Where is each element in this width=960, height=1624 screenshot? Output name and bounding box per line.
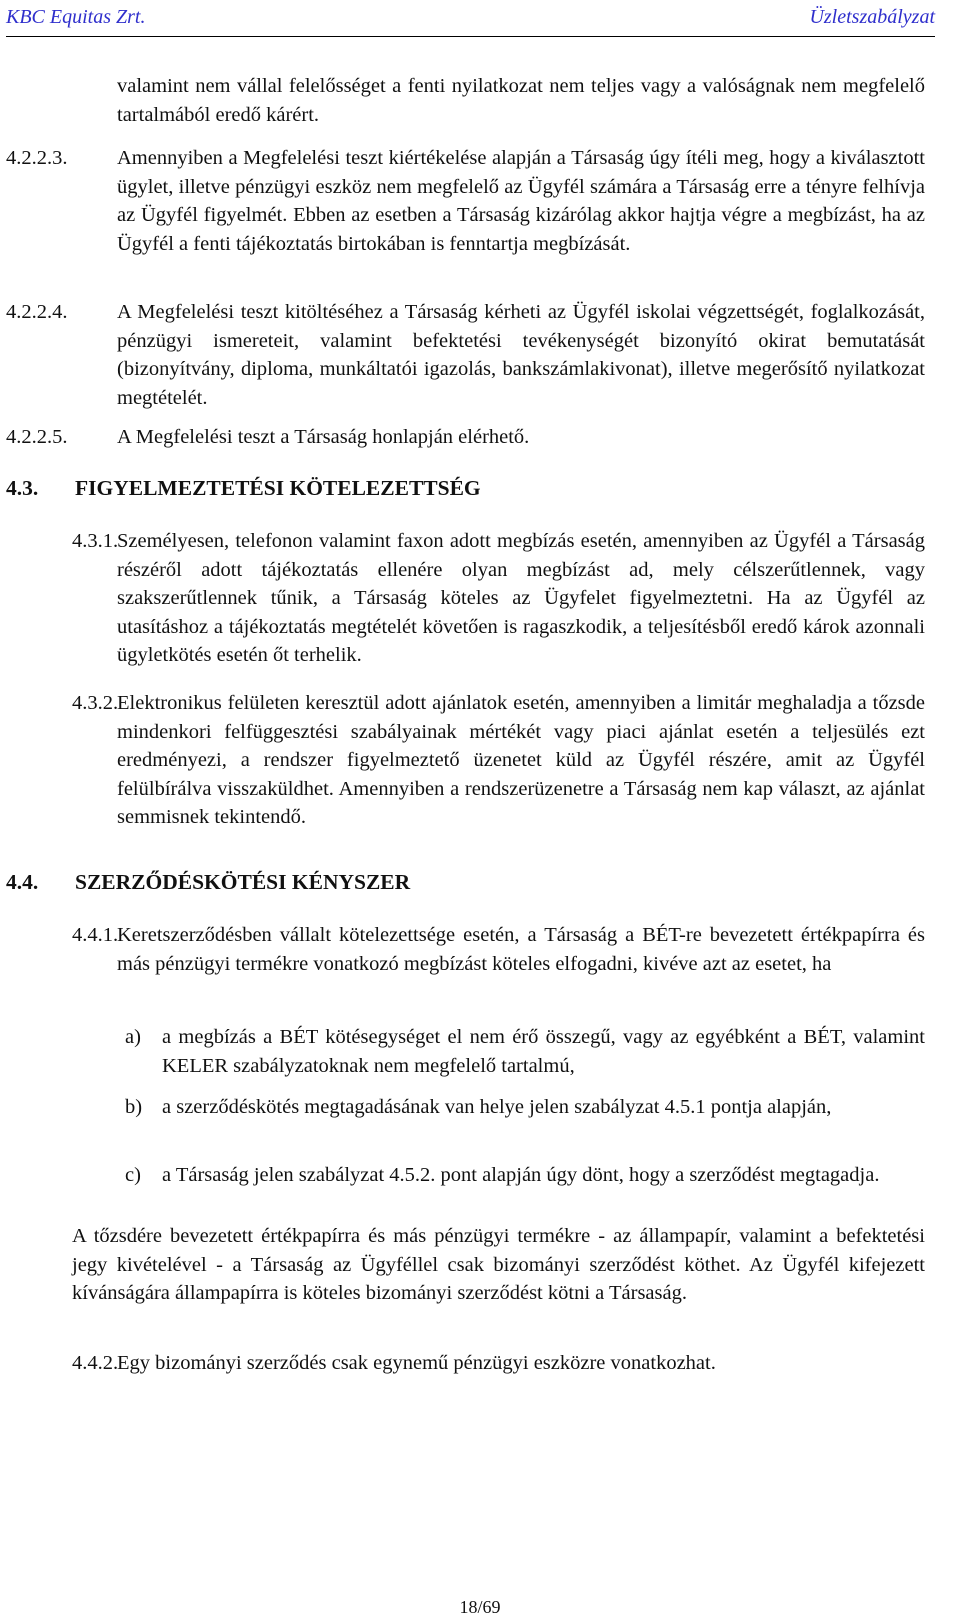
header-document-title: Üzletszabályzat	[809, 6, 935, 28]
paragraph-4225: A Megfelelési teszt a Társaság honlapján elérhető.	[117, 426, 530, 448]
paragraph-4224: A Megfelelési teszt kitöltéséhez a Társaság kérheti az Ügyfél iskolai végzettségét, foglalkozását, pénzügyi ismereteit, valamint befektetési tevékenységét bizonyító okirat bemutatását (bizonyítvány, diploma, munkáltatói igazolás, bankszámlakivonat), illetve megerősítő nyilatkozat megtételét.	[117, 301, 925, 409]
page-number: 18/69	[459, 1597, 501, 1617]
section-number-4223: 4.2.2.3.	[6, 147, 68, 169]
heading-title-43: FIGYELMEZTETÉSI KÖTELEZETTSÉG	[75, 476, 481, 500]
page-footer	[0, 1597, 960, 1618]
header-rule	[6, 36, 935, 37]
section-number-4225: 4.2.2.5.	[6, 426, 68, 448]
list-item-label-a: a)	[125, 1026, 141, 1048]
paragraph-4223: Amennyiben a Megfelelési teszt kiértékelése alapján a Társaság úgy ítéli meg, hogy a kiválasztott ügylet, illetve pénzügyi eszköz nem megfelelő az Ügyfél számára a Társaság erre a tényre felhívja az Ügyfél figyelmét. Ebben az esetben a Társaság kizárólag akkor hajtja végre a megbízást, ha az Ügyfél a fenti tájékoztatás birtokában is fenntartja megbízását.	[117, 147, 925, 255]
paragraph-continuation: valamint nem vállal felelősséget a fenti nyilatkozat nem teljes vagy a valóságnak nem megfelelő tartalmából eredő kárért.	[117, 75, 925, 126]
header-company: KBC Equitas Zrt.	[6, 6, 146, 28]
heading-number-43: 4.3.	[6, 476, 39, 500]
list-item-text-a: a megbízás a BÉT kötésegységet el nem érő összegű, vagy az egyébként a BÉT, valamint KELER szabályzatoknak nem megfelelő tartalmú,	[162, 1026, 925, 1077]
paragraph-442: Egy bizományi szerződés csak egynemű pénzügyi eszközre vonatkozhat.	[117, 1352, 716, 1374]
section-number-431: 4.3.1.	[72, 530, 119, 552]
section-number-432: 4.3.2.	[72, 692, 119, 714]
paragraph-441: Keretszerződésben vállalt kötelezettsége esetén, a Társaság a BÉT-re bevezetett értékpapírra és más pénzügyi termékre vonatkozó megbízást köteles elfogadni, kivéve azt az esetet, ha	[117, 924, 925, 975]
heading-number-44: 4.4.	[6, 870, 39, 894]
section-number-441: 4.4.1.	[72, 924, 119, 946]
list-item-label-c: c)	[125, 1164, 141, 1186]
paragraph-432: Elektronikus felületen keresztül adott ajánlatok esetén, amennyiben a limitár meghaladja a tőzsde mindenkori felfüggesztési szabályainak mértékét vagy piaci ajánlat esetén a teljesülés ezt eredményezi, a rendszer figyelmeztető üzenetet küld az Ügyfél részére, amit az Ügyfél felülbírálva visszaküldhet. Amennyiben a rendszerüzenetre a Társaság nem kap választ, az ajánlat semmisnek tekintendő.	[117, 692, 925, 828]
list-item-text-b: a szerződéskötés megtagadásának van helye jelen szabályzat 4.5.1 pontja alapján,	[162, 1096, 832, 1118]
list-item-text-c: a Társaság jelen szabályzat 4.5.2. pont alapján úgy dönt, hogy a szerződést megtagadja.	[162, 1164, 880, 1186]
heading-title-44: SZERZŐDÉSKÖTÉSI KÉNYSZER	[75, 870, 411, 894]
section-number-4224: 4.2.2.4.	[6, 301, 68, 323]
paragraph-431: Személyesen, telefonon valamint faxon adott megbízás esetén, amennyiben az Ügyfél a Társaság részéről adott tájékoztatás ellenére olyan megbízást ad, mely célszerűtlennek, vagy szakszerűtlennek tűnik, a Társaság köteles az Ügyfelet figyelmeztetni. Ha az Ügyfél az utasításhoz a tájékoztatás megtételét követően is ragaszkodik, a teljesítésből eredő károk azonnali ügyletkötés esetén őt terhelik.	[117, 530, 925, 666]
list-item-label-b: b)	[125, 1096, 143, 1118]
section-number-442: 4.4.2.	[72, 1352, 119, 1374]
paragraph-441-after: A tőzsdére bevezetett értékpapírra és más pénzügyi termékre - az állampapír, valamint a befektetési jegy kivételével - a Társaság az Ügyféllel csak bizományi szerződést köthet. Az Ügyfél kifejezett kívánságára állampapírra is köteles bizományi szerződést kötni a Társaság.	[72, 1225, 925, 1304]
